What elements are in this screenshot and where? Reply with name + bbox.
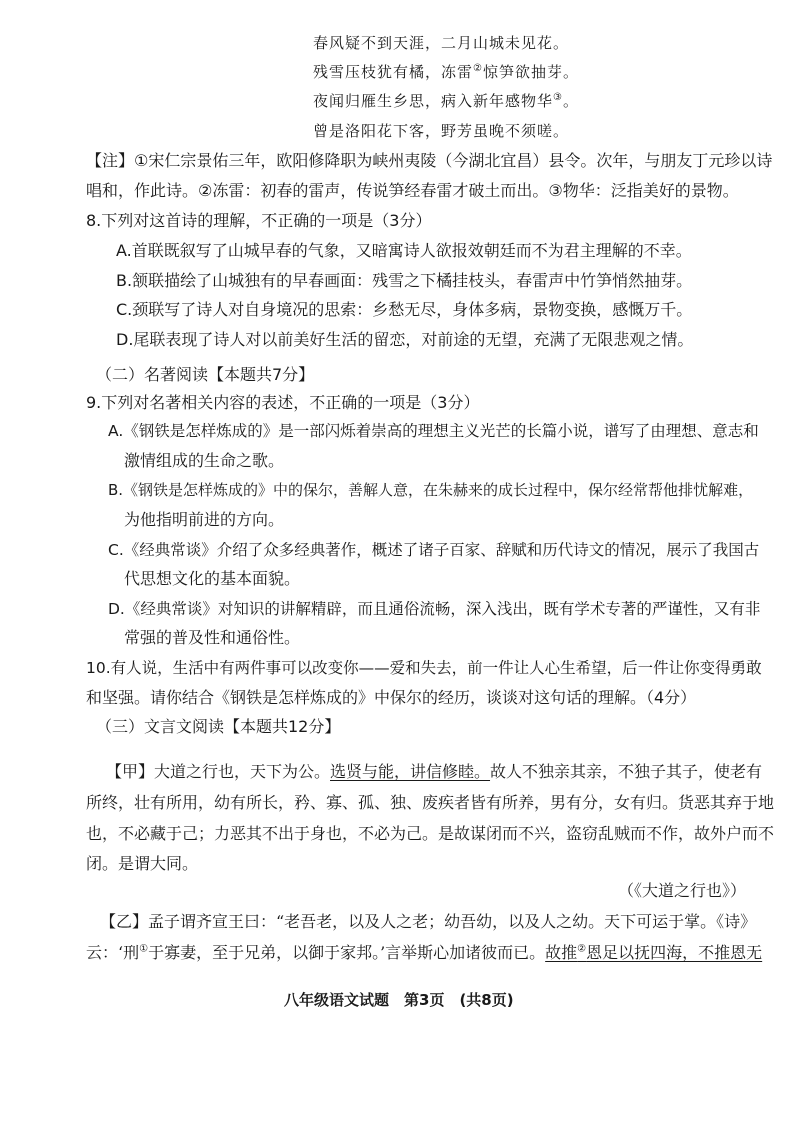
note-line-2: 唱和，作此诗。②冻雷：初春的雷声，传说笋经春雷才破土而出。③物华：泛指美好的景物。 (86, 181, 739, 200)
poem-text: 惊笋欲抽芽。 (482, 63, 579, 81)
footnote-marker: ② (577, 943, 587, 955)
passage-jia-line-3: 也，不必藏于己；力恶其不出于身也，不必为己。是故谋闭而不兴，盗窃乱贼而不作，故外户而不 (86, 824, 775, 843)
passage-text: 恩足以抚四海，不推恩无 (586, 943, 763, 962)
question-9-option-c-line-1: C.《经典常谈》介绍了众多经典著作，概述了诸子百家、辞赋和历代诗文的情况，展示了我国古 (108, 541, 760, 559)
question-8-option-b: B.颔联描绘了山城独有的早春画面：残雪之下橘挂枝头，春雷声中竹笋悄然抽芽。 (116, 271, 693, 290)
passage-yi-line-1: 【乙】孟子谓齐宣王曰：“老吾老，以及人之老；幼吾幼，以及人之幼。天下可运于掌。《诗》 (100, 912, 757, 931)
question-9-option-a-line-2: 激情组成的生命之歌。 (124, 451, 285, 470)
passage-text: 云：‘刑 (86, 943, 140, 962)
question-9-stem: 9.下列对名著相关内容的表述，不正确的一项是（3分） (86, 393, 480, 412)
section-3-title: （三）文言文阅读【本题共12分】 (96, 717, 341, 736)
question-9-option-c-line-2: 代思想文化的基本面貌。 (124, 569, 301, 588)
question-9-option-d-line-1: D.《经典常谈》对知识的讲解精辟，而且通俗流畅，深入浅出，既有学术专著的严谨性，又有非 (108, 600, 761, 618)
passage-jia-source: （《大道之行也》） (618, 881, 747, 900)
question-8-stem: 8.下列对这首诗的理解，不正确的一项是（3分） (86, 211, 432, 230)
question-10-line-1: 10.有人说，生活中有两件事可以改变你——爱和失去，前一件让人心生希望，后一件让你变得勇敢 (86, 659, 762, 677)
poem-line-3 (313, 91, 579, 111)
question-8-option-d: D.尾联表现了诗人对以前美好生活的留恋，对前途的无望，充满了无限悲观之情。 (116, 330, 694, 349)
passage-text: 于寡妻，至于兄弟，以御于家邦。’言举斯心加诸彼而已。 (148, 943, 546, 962)
poem-text: 夜闻归雁生乡思，病入新年感物华 (313, 92, 554, 110)
question-9-option-a-line-1: A.《钢铁是怎样炼成的》是一部闪烁着崇高的理想主义光芒的长篇小说，谱写了由理想、意志和 (108, 422, 759, 440)
footnote-marker: ② (473, 63, 483, 74)
question-9-option-b-line-2: 为他指明前进的方向。 (124, 510, 285, 529)
poem-line-1: 春风疑不到天涯，二月山城未见花。 (313, 34, 570, 52)
passage-yi-line-2 (86, 943, 762, 963)
poem-line-4: 曾是洛阳花下客，野芳虽晚不须嗟。 (313, 122, 570, 140)
footnote-marker: ③ (553, 92, 563, 103)
section-2-title: （二）名著阅读【本题共7分】 (96, 365, 315, 384)
question-8-option-a: A.首联既叙写了山城早春的气象，又暗寓诗人欲报效朝廷而不为君主理解的不幸。 (116, 241, 692, 260)
passage-jia-line-2: 所终，壮有所用，幼有所长，矜、寡、孤、独、废疾者皆有所养，男有分，女有归。货恶其弃于地 (86, 793, 775, 812)
poem-text: 残雪压枝犹有橘，冻雷 (313, 63, 474, 81)
footnote-marker: ① (139, 943, 149, 955)
question-8-option-c: C.颈联写了诗人对自身境况的思索：乡愁无尽，身体多病，景物变换，感慨万千。 (116, 300, 693, 319)
question-10-line-2: 和坚强。请你结合《钢铁是怎样炼成的》中保尔的经历，谈谈对这句话的理解。（4分） (86, 688, 697, 707)
page-footer: 八年级语文试题 第3页 (共8页) (284, 991, 514, 1009)
passage-text: 【甲】大道之行也，天下为公。 (106, 762, 331, 781)
note-line-1: 【注】①宋仁宗景佑三年，欧阳修降职为峡州夷陵（今湖北宜昌）县令。次年，与朋友丁元珍以诗 (86, 151, 773, 170)
question-9-option-d-line-2: 常强的普及性和通俗性。 (124, 628, 301, 647)
passage-jia-line-4: 闭。是谓大同。 (86, 854, 199, 873)
poem-text: 。 (562, 92, 579, 110)
underlined-sentence (545, 943, 762, 962)
underlined-sentence: 选贤与能，讲信修睦。 (330, 762, 491, 781)
passage-text: 故人不独亲其亲，不独子其子，使老有 (490, 762, 763, 781)
poem-line-2 (313, 62, 579, 82)
passage-text: 故推 (545, 943, 578, 962)
passage-jia-line-1 (106, 762, 762, 782)
question-9-option-b-line-1: B.《钢铁是怎样炼成的》中的保尔，善解人意，在朱赫来的成长过程中，保尔经常帮他排忧解难， (108, 481, 754, 499)
